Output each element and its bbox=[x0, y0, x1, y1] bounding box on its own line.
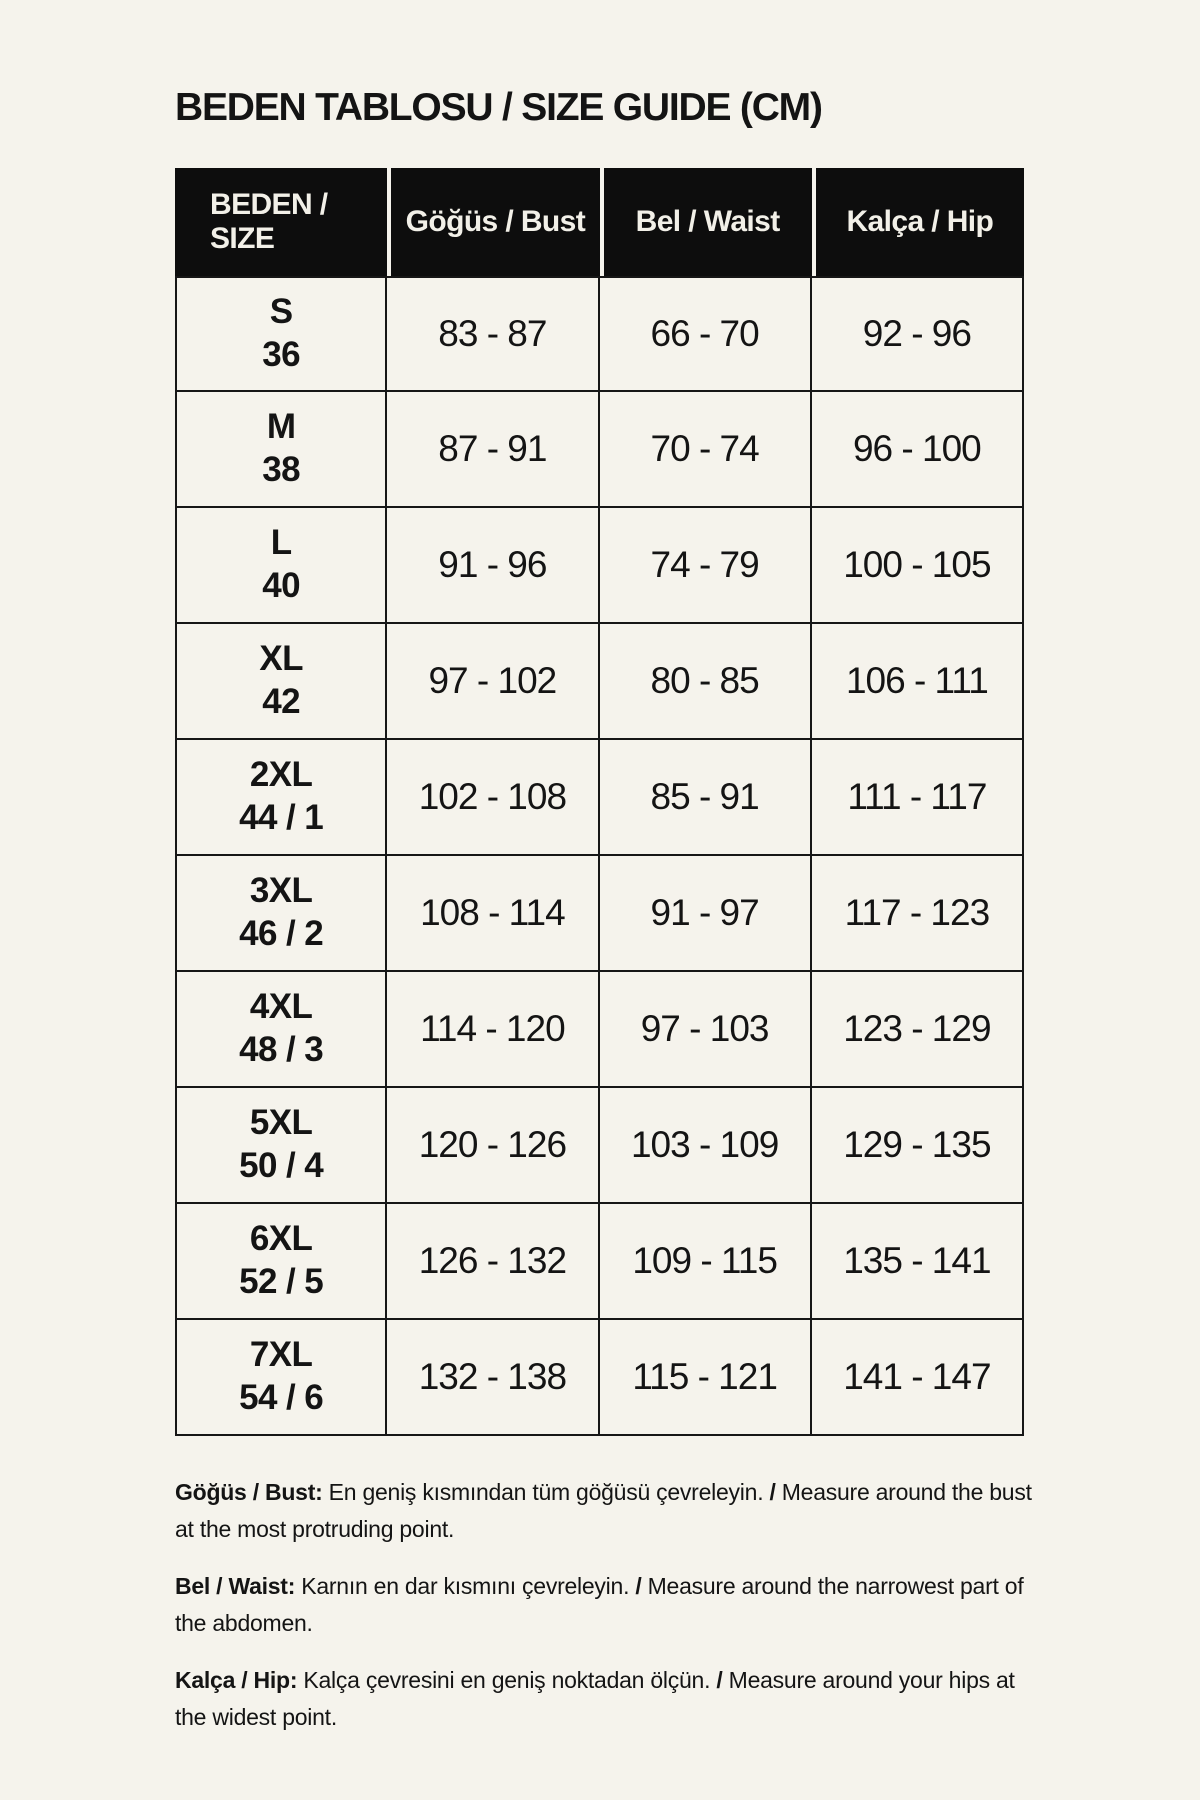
hip-value: 123 - 129 bbox=[812, 972, 1024, 1088]
size-cell bbox=[175, 972, 387, 1088]
note-waist-divider: / bbox=[635, 1573, 642, 1599]
size-number: 50 / 4 bbox=[239, 1146, 324, 1185]
header-cell-hip: Kalça / Hip bbox=[812, 168, 1024, 276]
size-number: 44 / 1 bbox=[239, 798, 324, 837]
waist-value: 85 - 91 bbox=[600, 740, 812, 856]
note-hip-en: Measure around your hips at the widest point. bbox=[175, 1667, 1015, 1730]
bust-value: 126 - 132 bbox=[387, 1204, 599, 1320]
size-number: 38 bbox=[262, 450, 300, 489]
waist-value: 74 - 79 bbox=[600, 508, 812, 624]
note-hip bbox=[175, 1662, 1037, 1736]
size-guide-table bbox=[175, 168, 1024, 1436]
header-cell-bust: Göğüs / Bust bbox=[387, 168, 599, 276]
size-number: 52 / 5 bbox=[239, 1262, 324, 1301]
size-cell bbox=[175, 1320, 387, 1436]
note-bust-divider: / bbox=[769, 1479, 776, 1505]
hip-value: 92 - 96 bbox=[812, 276, 1024, 392]
note-waist-en: Measure around the narrowest part of the abdomen. bbox=[175, 1573, 1024, 1636]
table-row-s bbox=[175, 276, 1024, 392]
table-row-6xl bbox=[175, 1204, 1024, 1320]
table-row-m bbox=[175, 392, 1024, 508]
note-hip-label: Kalça / Hip: bbox=[175, 1667, 298, 1693]
waist-value: 103 - 109 bbox=[600, 1088, 812, 1204]
bust-value: 108 - 114 bbox=[387, 856, 599, 972]
table-body bbox=[175, 276, 1024, 1436]
size-cell bbox=[175, 624, 387, 740]
bust-value: 114 - 120 bbox=[387, 972, 599, 1088]
table-row-4xl bbox=[175, 972, 1024, 1088]
size-label: S bbox=[269, 292, 293, 332]
size-cell bbox=[175, 1088, 387, 1204]
bust-value: 87 - 91 bbox=[387, 392, 599, 508]
size-cell bbox=[175, 856, 387, 972]
bust-value: 97 - 102 bbox=[387, 624, 599, 740]
table-row-xl bbox=[175, 624, 1024, 740]
waist-value: 91 - 97 bbox=[600, 856, 812, 972]
size-cell bbox=[175, 740, 387, 856]
hip-value: 100 - 105 bbox=[812, 508, 1024, 624]
size-number: 42 bbox=[262, 682, 300, 721]
waist-value: 97 - 103 bbox=[600, 972, 812, 1088]
table-row-3xl bbox=[175, 856, 1024, 972]
waist-value: 115 - 121 bbox=[600, 1320, 812, 1436]
note-bust-tr: En geniş kısmından tüm göğüsü çevreleyin. bbox=[328, 1479, 764, 1505]
size-number: 54 / 6 bbox=[239, 1378, 324, 1417]
note-bust-label: Göğüs / Bust: bbox=[175, 1479, 323, 1505]
hip-value: 106 - 111 bbox=[812, 624, 1024, 740]
hip-value: 117 - 123 bbox=[812, 856, 1024, 972]
note-bust-en: Measure around the bust at the most protruding point. bbox=[175, 1479, 1032, 1542]
size-number: 48 / 3 bbox=[239, 1030, 324, 1069]
size-cell bbox=[175, 1204, 387, 1320]
note-waist-label: Bel / Waist: bbox=[175, 1573, 296, 1599]
size-label: 2XL bbox=[249, 755, 313, 795]
table-row-2xl bbox=[175, 740, 1024, 856]
measurement-notes bbox=[175, 1474, 1037, 1736]
page-title: BEDEN TABLOSU / SIZE GUIDE (CM) bbox=[175, 86, 822, 129]
note-hip-tr: Kalça çevresini en geniş noktadan ölçün. bbox=[303, 1667, 711, 1693]
note-waist bbox=[175, 1568, 1037, 1642]
header-size-line2: SIZE bbox=[210, 222, 275, 255]
size-label: 4XL bbox=[249, 987, 313, 1027]
hip-value: 141 - 147 bbox=[812, 1320, 1024, 1436]
waist-value: 80 - 85 bbox=[600, 624, 812, 740]
bust-value: 132 - 138 bbox=[387, 1320, 599, 1436]
size-number: 46 / 2 bbox=[239, 914, 324, 953]
waist-value: 70 - 74 bbox=[600, 392, 812, 508]
size-label: 6XL bbox=[249, 1219, 313, 1259]
bust-value: 83 - 87 bbox=[387, 276, 599, 392]
header-cell-size bbox=[175, 168, 387, 276]
header-cell-waist: Bel / Waist bbox=[600, 168, 812, 276]
table-row-7xl bbox=[175, 1320, 1024, 1436]
header-row bbox=[175, 168, 1024, 276]
size-label: M bbox=[266, 407, 296, 447]
size-label: 7XL bbox=[249, 1335, 313, 1375]
size-cell bbox=[175, 276, 387, 392]
bust-value: 102 - 108 bbox=[387, 740, 599, 856]
table-row-l bbox=[175, 508, 1024, 624]
waist-value: 66 - 70 bbox=[600, 276, 812, 392]
waist-value: 109 - 115 bbox=[600, 1204, 812, 1320]
size-label: 3XL bbox=[249, 871, 313, 911]
note-hip-divider: / bbox=[716, 1667, 723, 1693]
table-header bbox=[175, 168, 1024, 276]
size-cell bbox=[175, 508, 387, 624]
size-cell bbox=[175, 392, 387, 508]
bust-value: 120 - 126 bbox=[387, 1088, 599, 1204]
hip-value: 135 - 141 bbox=[812, 1204, 1024, 1320]
header-size-line1: BEDEN / bbox=[210, 187, 328, 221]
note-waist-tr: Karnın en dar kısmını çevreleyin. bbox=[301, 1573, 630, 1599]
size-label: XL bbox=[259, 639, 303, 679]
hip-value: 111 - 117 bbox=[812, 740, 1024, 856]
size-label: 5XL bbox=[249, 1103, 313, 1143]
note-bust bbox=[175, 1474, 1037, 1548]
hip-value: 129 - 135 bbox=[812, 1088, 1024, 1204]
size-label: L bbox=[270, 523, 292, 563]
size-number: 36 bbox=[262, 335, 300, 374]
size-number: 40 bbox=[262, 566, 300, 605]
hip-value: 96 - 100 bbox=[812, 392, 1024, 508]
bust-value: 91 - 96 bbox=[387, 508, 599, 624]
table-row-5xl bbox=[175, 1088, 1024, 1204]
